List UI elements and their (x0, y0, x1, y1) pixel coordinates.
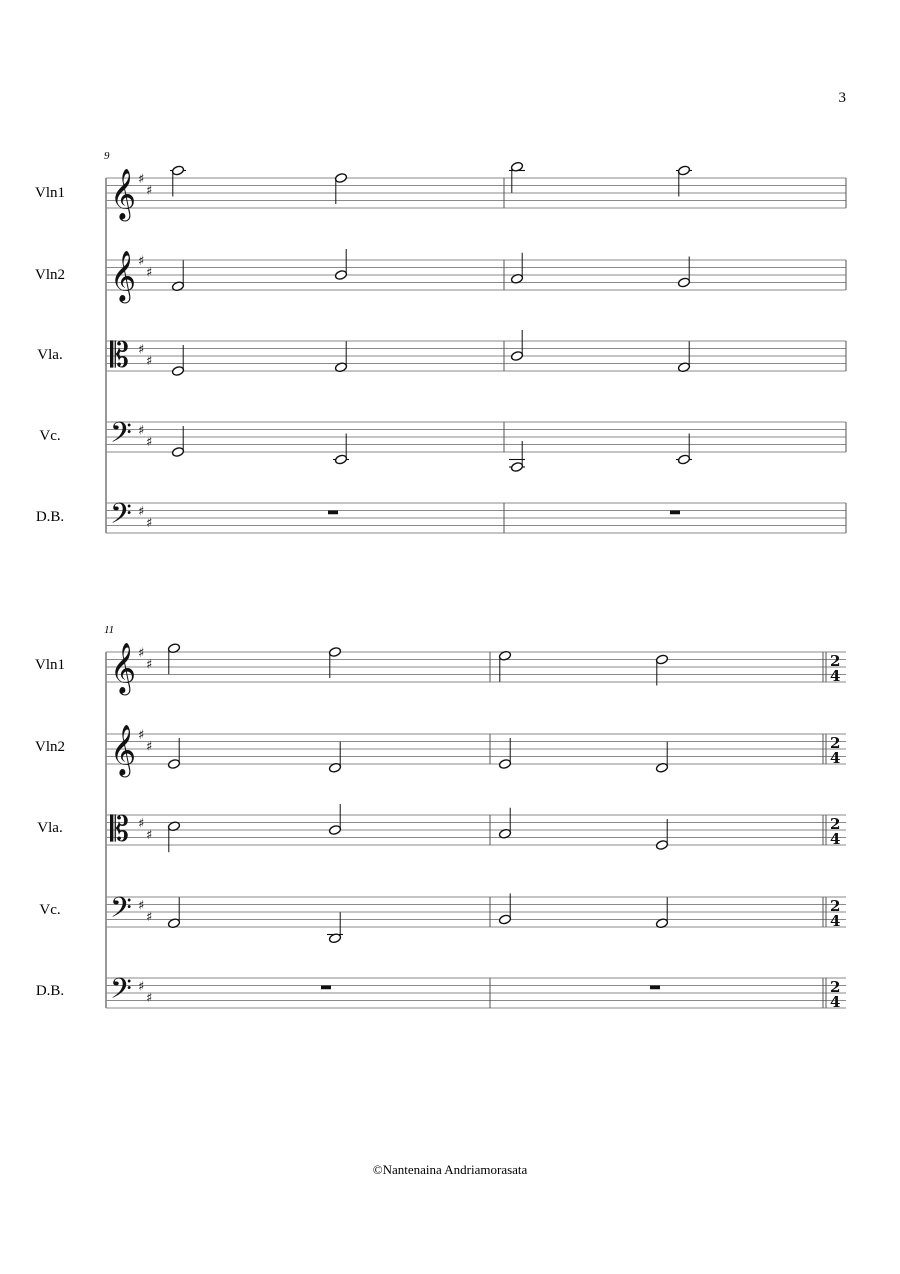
half-note (677, 454, 690, 465)
time-signature-denominator: 4 (830, 993, 841, 1011)
sharp-icon: ♯ (138, 728, 145, 743)
sharp-icon: ♯ (138, 646, 145, 661)
whole-rest (650, 986, 660, 990)
whole-rest (321, 986, 331, 990)
copyright-footer: ©Nantenaina Andriamorasata (372, 1162, 528, 1177)
half-note (334, 454, 347, 465)
whole-rest (328, 511, 338, 515)
sharp-icon: ♯ (138, 898, 145, 914)
instrument-label: Vln1 (35, 657, 65, 673)
time-signature-denominator: 4 (830, 749, 841, 767)
time-signature-denominator: 4 (830, 830, 841, 848)
half-note (510, 462, 523, 473)
whole-rest (670, 511, 680, 515)
sharp-icon: ♯ (138, 816, 145, 832)
treble-clef-icon: 𝄞 (110, 250, 137, 302)
sharp-icon: ♯ (146, 183, 153, 199)
page-number: 3 (838, 90, 846, 106)
instrument-label: Vln2 (35, 267, 65, 283)
half-note (171, 366, 184, 377)
instrument-label: Vc. (39, 902, 61, 918)
instrument-label: Vln2 (35, 739, 65, 755)
time-signature-numerator: 2 (830, 652, 841, 670)
sharp-icon: ♯ (146, 739, 153, 755)
half-note (328, 647, 341, 658)
alto-clef-icon: 𝄡 (110, 335, 129, 376)
half-note (171, 447, 184, 458)
bass-clef-icon: 𝄢 (110, 972, 132, 1013)
treble-clef-icon: 𝄞 (110, 642, 137, 694)
sharp-icon: ♯ (146, 909, 153, 925)
sharp-icon: ♯ (138, 254, 145, 269)
sharp-icon: ♯ (138, 423, 145, 439)
sharp-icon: ♯ (138, 342, 145, 358)
sharp-icon: ♯ (146, 265, 153, 281)
bass-clef-icon: 𝄢 (110, 416, 132, 457)
half-note (510, 351, 523, 362)
measure-number-system-1: 9 (104, 150, 110, 162)
half-note (655, 654, 668, 665)
half-note (334, 270, 347, 281)
sharp-icon: ♯ (146, 657, 153, 673)
sharp-icon: ♯ (146, 434, 153, 450)
treble-clef-icon: 𝄞 (110, 724, 137, 776)
instrument-label: D.B. (35, 509, 65, 525)
sharp-icon: ♯ (146, 827, 153, 843)
sharp-icon: ♯ (138, 979, 145, 995)
half-note (677, 165, 690, 176)
time-signature-numerator: 2 (830, 815, 841, 833)
time-signature-denominator: 4 (830, 912, 841, 930)
instrument-label: D.B. (35, 983, 65, 999)
half-note (498, 914, 511, 925)
instrument-label: Vla. (37, 347, 63, 363)
instrument-label: Vln1 (35, 185, 65, 201)
time-signature-numerator: 2 (830, 734, 841, 752)
instrument-label: Vc. (39, 428, 61, 444)
sharp-icon: ♯ (138, 504, 145, 520)
half-note (334, 173, 347, 184)
half-note (171, 165, 184, 176)
alto-clef-icon: 𝄡 (110, 809, 129, 850)
sharp-icon: ♯ (146, 353, 153, 369)
treble-clef-icon: 𝄞 (110, 168, 137, 220)
half-note (655, 840, 668, 851)
time-signature-numerator: 2 (830, 897, 841, 915)
measure-number-system-2: 11 (104, 624, 115, 636)
bass-clef-icon: 𝄢 (110, 497, 132, 538)
sharp-icon: ♯ (146, 990, 153, 1006)
half-note (328, 825, 341, 836)
sharp-icon: ♯ (146, 515, 153, 531)
time-signature-numerator: 2 (830, 978, 841, 996)
half-note (498, 759, 511, 770)
sharp-icon: ♯ (138, 172, 145, 187)
bass-clef-icon: 𝄢 (110, 891, 132, 932)
half-note (677, 277, 690, 288)
instrument-label: Vla. (37, 820, 63, 836)
half-note (167, 759, 180, 770)
time-signature-denominator: 4 (830, 667, 841, 685)
